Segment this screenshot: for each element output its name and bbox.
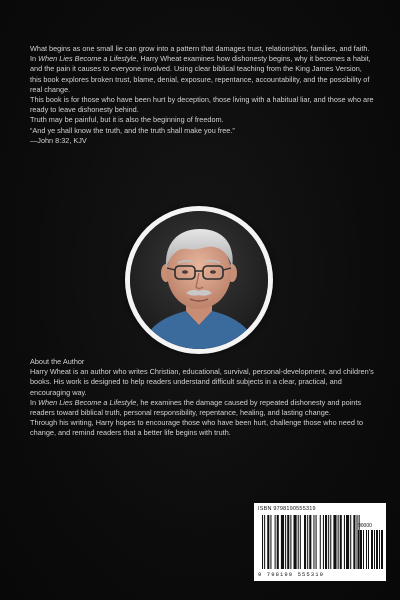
barcode-bar: [333, 515, 336, 569]
barcode-bar: [340, 515, 342, 569]
blurb-summary-text: , Harry Wheat examines how dishonesty begins, why it becomes a habit, and the pain it causes to everyone involved. Using clear biblical teaching from the King James Version, this book explores broken trust, blame, denial, exposure, repentance, accountability, and the possibility of real change.: [30, 54, 371, 94]
barcode-bar: [287, 515, 289, 569]
barcode-bar: [298, 515, 299, 569]
blurb-summary: [30, 54, 375, 95]
barcode-bar: [366, 530, 367, 569]
barcode-bar: [275, 515, 276, 569]
book-blurb: [30, 44, 375, 146]
author-bio-book-title: When Lies Become a Lifestyle: [38, 397, 137, 407]
author-photo: [130, 211, 268, 349]
blurb-truth-line: Truth may be painful, but it is also the beginning of freedom.: [30, 115, 224, 125]
author-photo-frame: [125, 206, 273, 354]
barcode-bar: [325, 515, 327, 569]
barcode-bars: [254, 503, 386, 581]
barcode-bar: [285, 515, 286, 569]
barcode-bar: [294, 515, 297, 569]
author-bio-book-prefix: In: [30, 397, 39, 407]
barcode-bar: [374, 530, 375, 569]
barcode-bar: [368, 530, 369, 569]
barcode-bar: [360, 530, 362, 569]
price-code: 90000: [358, 523, 372, 529]
barcode-bar: [371, 530, 373, 569]
barcode-bar: [262, 515, 263, 569]
barcode-number: 9 798190 555319: [258, 571, 325, 578]
author-portrait-illustration: [130, 211, 268, 349]
barcode-bar: [353, 515, 355, 569]
barcode-bar: [379, 530, 380, 569]
barcode-bar: [313, 515, 314, 569]
barcode-bar: [281, 515, 284, 569]
barcode-bar: [323, 515, 324, 569]
barcode-bar: [344, 515, 345, 569]
barcode-bar: [316, 515, 317, 569]
author-bio-book: [30, 398, 375, 418]
barcode-bar: [264, 515, 265, 569]
barcode-bar: [277, 515, 279, 569]
barcode-bar: [381, 530, 383, 569]
author-bio-book-text: , he examines the damage caused by repeated dishonesty and points readers toward biblical truth, personal responsibility, repentance, healing, and lasting change.: [30, 397, 362, 418]
author-bio-closing: Through his writing, Harry hopes to encourage those who have been hurt, challenge those who need to change, and remind readers that a better life begins with truth.: [30, 418, 364, 438]
barcode-bar: [328, 515, 329, 569]
blurb-summary-prefix: In: [30, 54, 39, 64]
about-author-heading: About the Author: [30, 357, 85, 366]
blurb-scripture-reference: —John 8:32, KJV: [30, 135, 87, 145]
barcode-bar: [338, 515, 339, 569]
barcode-bar: [270, 515, 271, 569]
author-bio-intro: Harry Wheat is an author who writes Christian, educational, survival, personal-development, and children’s books. His work is designed to help readers understand difficult subjects in a clear, practical, and encouraging way.: [30, 367, 374, 397]
barcode-bar: [267, 515, 269, 569]
barcode-bar: [346, 515, 349, 569]
blurb-scripture-quote: “And ye shall know the truth, and the truth shall make you free.”: [30, 125, 235, 135]
barcode-bar: [363, 530, 364, 569]
blurb-intro: What begins as one small lie can grow into a pattern that damages trust, relationships, families, and faith.: [30, 44, 370, 53]
barcode-bar: [309, 515, 311, 569]
isbn-label: ISBN 9798190555319: [258, 506, 316, 512]
barcode-bar: [307, 515, 308, 569]
barcode-bar: [376, 530, 378, 569]
barcode-bar: [350, 515, 351, 569]
barcode-bar: [304, 515, 306, 569]
barcode-bar: [300, 515, 301, 569]
blurb-audience: This book is for those who have been hurt by deception, those living with a habitual liar, and those who are ready to leave dishonesty behind.: [30, 95, 374, 115]
barcode-bar: [358, 530, 359, 569]
book-title-italic: When Lies Become a Lifestyle: [38, 54, 137, 64]
barcode-bar: [330, 515, 331, 569]
isbn-barcode-block: [254, 503, 386, 581]
barcode-bar: [320, 515, 321, 569]
about-the-author: [30, 357, 375, 439]
barcode-bar: [290, 515, 291, 569]
